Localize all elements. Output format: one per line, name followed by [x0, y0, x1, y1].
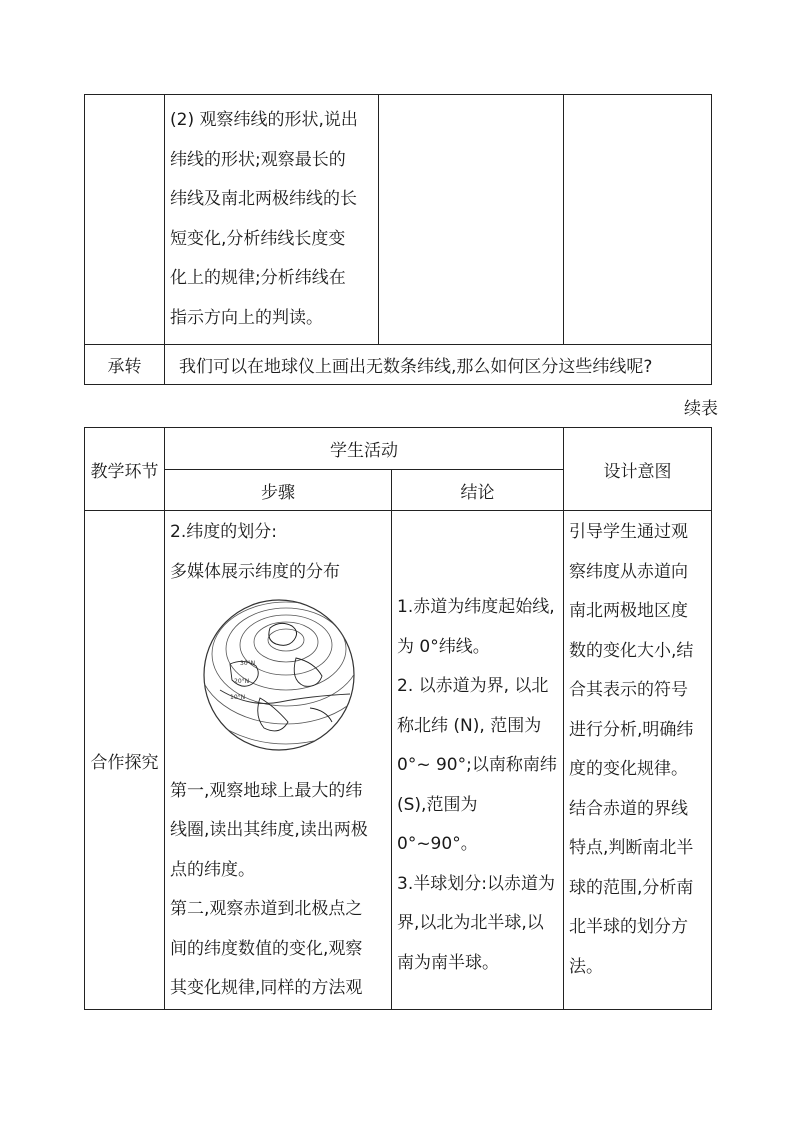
text-line: 2.纬度的划分: — [170, 522, 277, 542]
transition-label: 承转 — [85, 345, 165, 385]
text-line: 数的变化大小,结 — [569, 640, 694, 661]
text-line: 南北两极地区度 — [569, 601, 688, 621]
text-line: 指示方向上的判读。 — [170, 307, 323, 328]
text-line: 第一,观察地球上最大的纬 — [170, 780, 363, 801]
steps-text — [165, 95, 378, 338]
text-line: 间的纬度数值的变化,观察 — [170, 938, 363, 959]
transition-text: 我们可以在地球仪上画出无数条纬线,那么如何区分这些纬线呢? — [165, 345, 712, 385]
text-line: 进行分析,明确纬 — [569, 719, 694, 740]
text-line: 南为南半球。 — [397, 952, 499, 973]
globe-label-20n: 20°N — [234, 678, 250, 685]
text-line: 线圈,读出其纬度,读出两极 — [170, 820, 368, 840]
text-line: 1.赤道为纬度起始线, — [397, 597, 555, 617]
text-line: 度的变化规律。 — [569, 759, 688, 779]
header-steps: 步骤 — [165, 470, 392, 511]
conclusion-cell-empty — [379, 95, 564, 345]
text-line: 点的纬度。 — [170, 859, 255, 880]
design-intent-text — [564, 511, 711, 987]
text-line: 短变化,分析纬线长度变 — [170, 228, 346, 249]
text-line: 为 0°纬线。 — [397, 636, 490, 657]
text-line: 3.半球划分:以赤道为 — [397, 873, 555, 894]
steps-text-top — [170, 513, 387, 592]
continued-label: 续表 — [684, 399, 718, 419]
steps-text-bottom — [170, 772, 387, 1009]
text-line: 纬线的形状;观察最长的 — [170, 149, 346, 170]
text-line: 第二,观察赤道到北极点之 — [170, 899, 363, 919]
stage-cell: 合作探究 — [85, 511, 165, 1010]
text-line: 北半球的划分方 — [569, 917, 688, 937]
text-line: (S),范围为 0°~90°。 — [397, 794, 478, 854]
text-line: 球的范围,分析南 — [569, 877, 694, 898]
text-line: 其变化规律,同样的方法观 — [170, 978, 363, 998]
text-line: 称北纬 (N), 范围为 — [397, 715, 542, 736]
lesson-table-part1 — [84, 94, 712, 385]
header-conclusion: 结论 — [392, 470, 564, 511]
text-line: 多媒体展示纬度的分布 — [170, 561, 340, 582]
text-line: 察纬度从赤道向 — [569, 561, 688, 582]
text-line: 化上的规律;分析纬线在 — [170, 268, 346, 288]
conclusion-cell — [392, 511, 564, 1010]
design-intent-cell — [564, 511, 712, 1010]
globe-label-10n: 10°N — [230, 694, 246, 701]
steps-cell — [165, 511, 392, 1010]
header-design-intent: 设计意图 — [564, 428, 712, 511]
header-student-activity: 学生活动 — [165, 428, 564, 470]
latitude-globe-figure — [170, 592, 387, 772]
text-line: 法。 — [569, 956, 603, 977]
text-line: 合其表示的符号 — [569, 680, 688, 700]
text-line: 2. 以赤道为界, 以北 — [397, 676, 549, 696]
text-line: 结合赤道的界线 — [569, 798, 688, 819]
globe-label-30n: 30°N — [240, 660, 256, 667]
text-line: 界,以北为北半球,以 — [397, 913, 544, 933]
stage-cell-empty — [85, 95, 165, 345]
text-line: 引导学生通过观 — [569, 522, 688, 542]
conclusion-text — [392, 511, 563, 983]
text-line: 0°~ 90°;以南称南纬 — [397, 755, 557, 775]
design-cell-empty — [564, 95, 712, 345]
text-line: 特点,判断南北半 — [569, 838, 694, 858]
text-line: (2) 观察纬线的形状,说出 — [170, 110, 358, 130]
header-stage: 教学环节 — [85, 428, 165, 511]
lesson-table-part2 — [84, 427, 712, 1010]
steps-cell — [165, 95, 379, 345]
text-line: 纬线及南北两极纬线的长 — [170, 189, 357, 209]
globe-illustration — [200, 598, 358, 752]
